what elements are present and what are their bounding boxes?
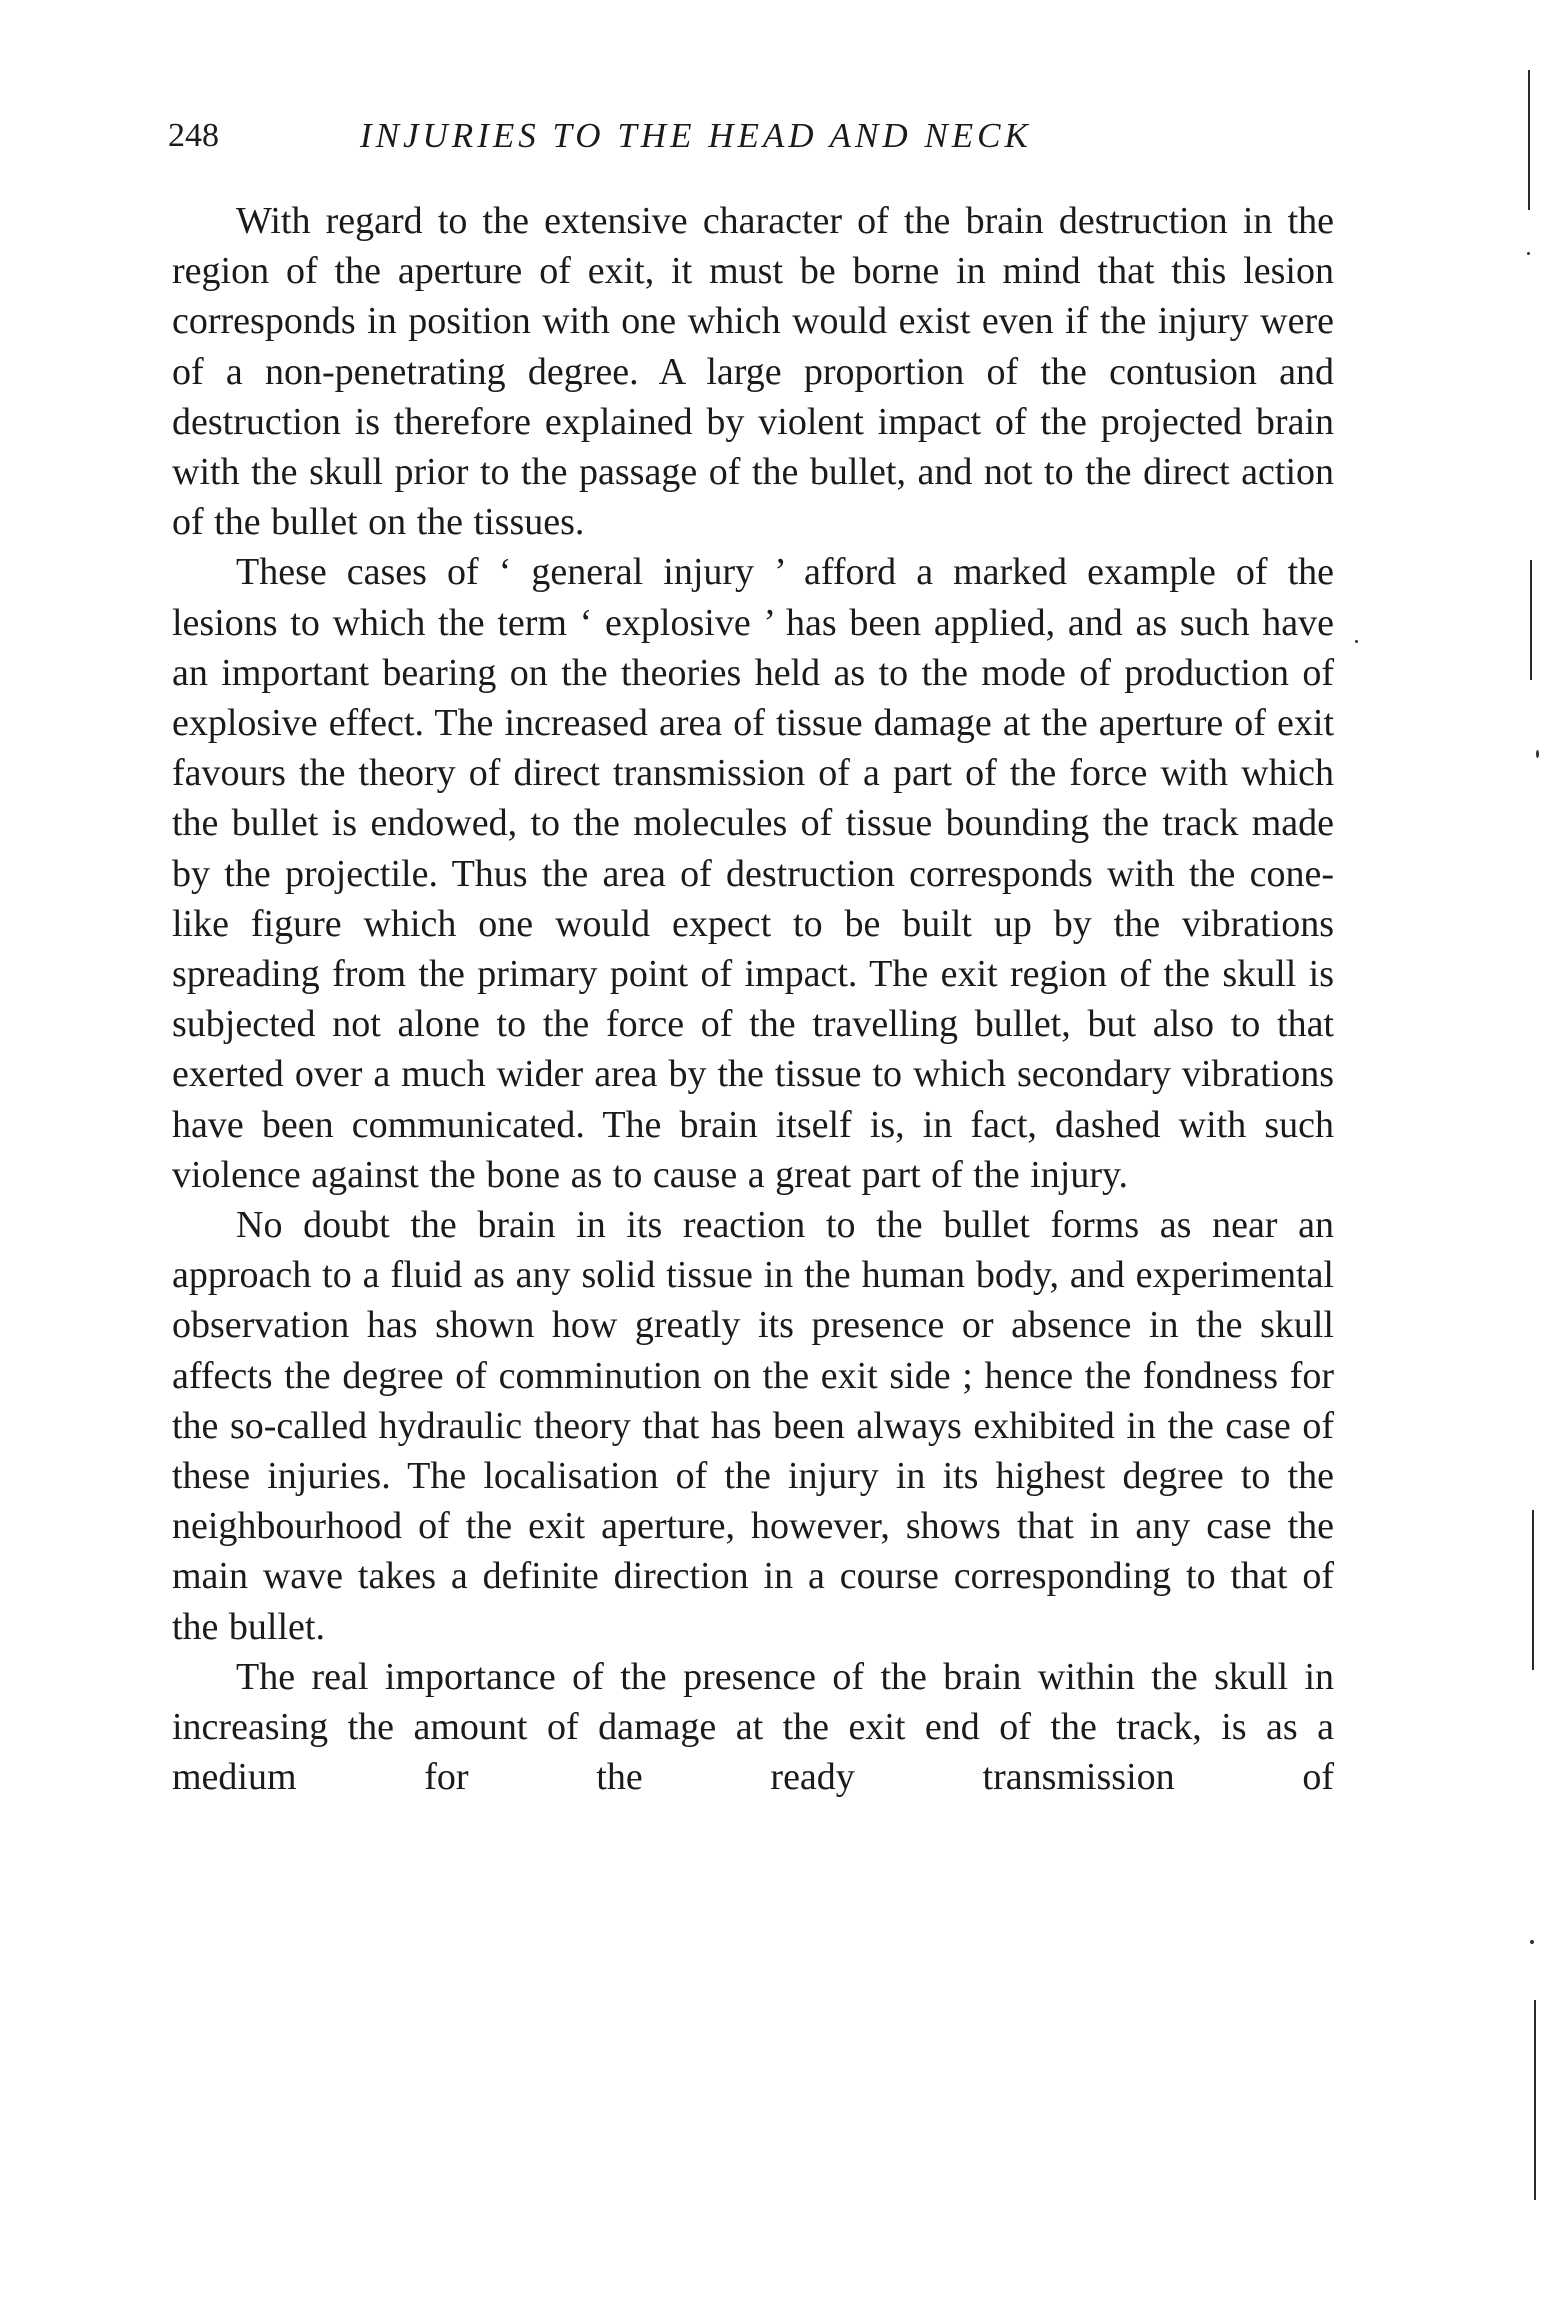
page-number: 248 [168, 117, 219, 154]
paragraph-2: These cases of ‘ general injury ’ afford a marked example of the lesions to which the term ‘ explosive ’ has been applied, and as such have an important bearing on the theories held as to the mode of production of explosive effect. The increased area of tissue damage at the aperture of exit favours the theory of direct transmission of a part of the force with which the bullet is endowed, to the molecules of tissue bounding the track made by the projectile. Thus the area of destruction corresponds with the cone-like figure which one would expect to be built up by the vibrations spreading from the primary point of impact. The exit region of the skull is subjected not alone to the force of the travelling bullet, but also to that exerted over a much wider area by the tissue to which secondary vibrations have been communicated. The brain itself is, in fact, dashed with such violence against the bone as to cause a great part of the injury. [172, 551, 1334, 1196]
scan-speck [1530, 1940, 1534, 1944]
scan-speck [1536, 750, 1539, 758]
running-title: INJURIES TO THE HEAD AND NECK [360, 116, 1032, 155]
scan-edge-mark [1528, 70, 1530, 210]
scan-edge-mark [1532, 1510, 1534, 1670]
scan-edge-mark [1530, 560, 1532, 680]
paragraph-4: The real importance of the presence of the brain within the skull in increasing the amount of damage at the exit end of the track, is as a medium for the ready transmission of [172, 1655, 1334, 1799]
scan-edge-mark [1534, 2000, 1536, 2200]
paragraph-1: With regard to the extensive character of the brain destruction in the region of the aperture of exit, it must be borne in mind that this lesion corresponds in position with one which would exist even if the injury were of a non-penetrating degree. A large proportion of the contusion and destruction is therefore explained by violent impact of the projected brain with the skull prior to the passage of the bullet, and not to the direct action of the bullet on the tissues. [172, 200, 1334, 544]
body-text [172, 196, 1334, 1803]
running-head [168, 116, 1333, 166]
scan-speck [1527, 252, 1530, 255]
paragraph-3: No doubt the brain in its reaction to the bullet forms as near an approach to a fluid as any solid tissue in the human body, and experimental observation has shown how greatly its presence or absence in the skull affects the degree of comminution on the exit side ; hence the fondness for the so-called hydraulic theory that has been always exhibited in the case of these injuries. The localisation of the injury in its highest degree to the neighbourhood of the exit aperture, however, shows that in any case the main wave takes a definite direction in a course corresponding to that of the bullet. [172, 1204, 1334, 1648]
scan-speck [1355, 640, 1358, 643]
